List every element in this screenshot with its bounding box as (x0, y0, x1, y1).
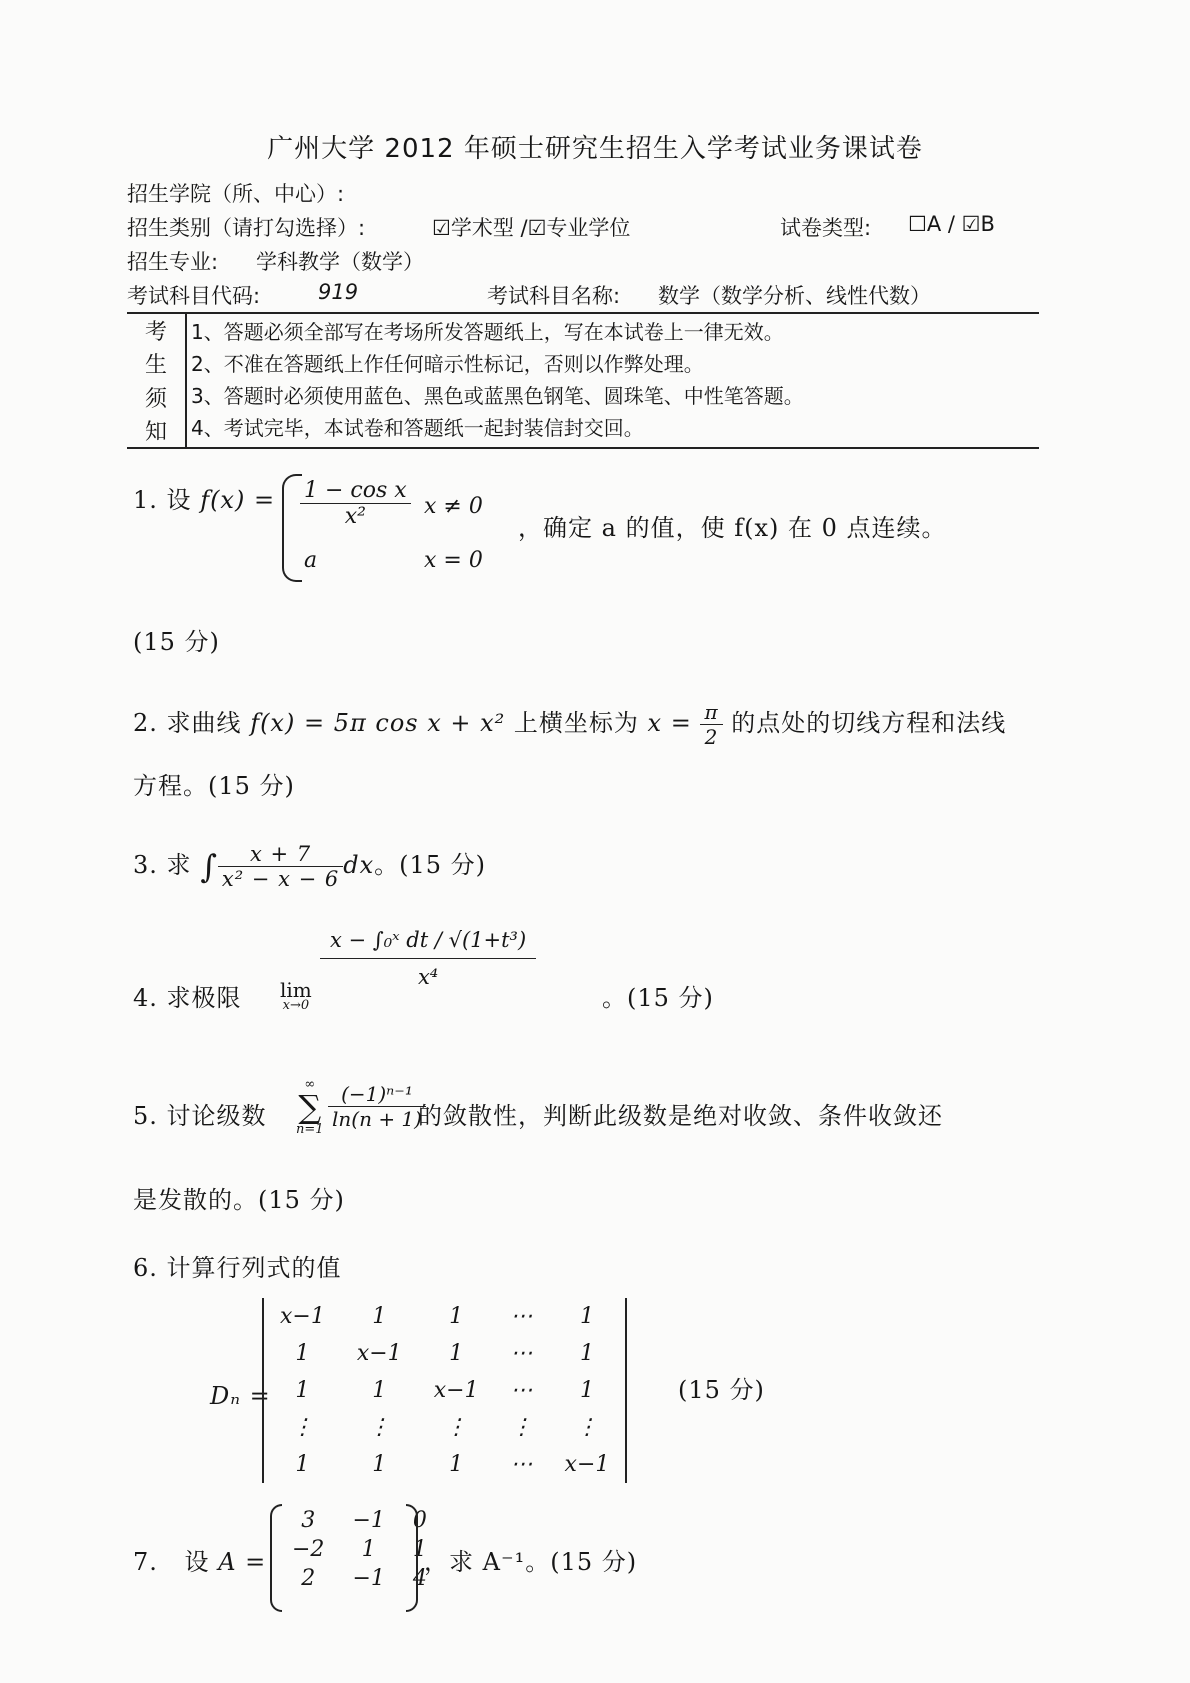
det-cell: 1 (295, 1341, 310, 1366)
q2-formula: f(x) = 5π cos x + x² (250, 709, 506, 737)
notice-item: 2、不准在答题纸上作任何暗示性标记，否则以作弊处理。 (191, 352, 704, 376)
notice-box (127, 312, 1039, 449)
notice-item: 1、答题必须全部写在考场所发答题纸上，写在本试卷上一律无效。 (191, 320, 784, 344)
matrix-cell: −1 (352, 1566, 385, 1591)
q3-integral: ∫ (200, 847, 218, 886)
det-cell: ⋮ (445, 1415, 468, 1440)
matrix-cell: −1 (352, 1508, 385, 1533)
det-row (263, 1446, 626, 1483)
q5-sum-block (296, 1078, 324, 1137)
det-cell: 1 (579, 1378, 594, 1403)
matrix-cell: −2 (292, 1537, 325, 1562)
q2-two: 2 (704, 725, 719, 749)
q3-den: x² − x − 6 (221, 867, 340, 891)
code-label: 考试科目代码: (127, 284, 261, 308)
det-cell: 1 (295, 1452, 310, 1477)
page-title: 广州大学 2012 年硕士研究生招生入学考试业务课试卷 (267, 134, 923, 164)
q5-sum: ∑ (298, 1088, 322, 1126)
det-cell: 1 (372, 1378, 387, 1403)
notice-item: 3、答题时必须使用蓝色、黑色或蓝黑色钢笔、圆珠笔、中性笔答题。 (191, 384, 804, 408)
det-cell: ⋮ (291, 1415, 314, 1440)
q4-lim: lim (280, 978, 312, 1002)
q6-text: 计算行列式的值 (166, 1254, 342, 1282)
notice-label-char: 须 (144, 386, 167, 412)
notice-label (127, 314, 187, 447)
q2-x-eq: x = (647, 709, 692, 737)
q1-case2-cond: x = 0 (424, 548, 483, 573)
det-cell: x−1 (280, 1304, 325, 1329)
q1-brace (282, 474, 302, 582)
q3-number: 3. (133, 851, 158, 879)
matrix-cell: 1 (412, 1537, 427, 1562)
category-label: 招生类别（请打勾选择）: (127, 216, 366, 240)
q2-pi: π (700, 700, 722, 725)
q1-case1-num: 1 − cos x (300, 478, 411, 504)
det-row (263, 1372, 626, 1409)
q2-number: 2. (133, 709, 158, 737)
q5-number: 5. (133, 1102, 158, 1130)
q1-suffix: ，确定 a 的值，使 f(x) 在 0 点连续。 (518, 514, 947, 542)
q6-score: (15 分) (678, 1376, 765, 1404)
q3-prefix: 求 (166, 851, 192, 879)
q1-score: (15 分) (133, 628, 220, 656)
notice-label-char: 生 (144, 353, 167, 379)
det-cell: 1 (449, 1341, 464, 1366)
det-cell: ⋯ (510, 1341, 533, 1366)
q6-determinant (262, 1298, 627, 1483)
det-cell: ⋯ (510, 1378, 533, 1403)
q6-number: 6. (133, 1254, 158, 1282)
q3-num: x + 7 (218, 842, 343, 867)
notice-label-char: 知 (144, 419, 167, 445)
q5-num: (−1)ⁿ⁻¹ (328, 1082, 426, 1107)
question-1 (133, 480, 275, 515)
q2-pi-frac (700, 700, 722, 749)
question-3 (133, 842, 486, 891)
matrix-cell: 2 (301, 1566, 316, 1591)
matrix-cell: 0 (412, 1508, 427, 1533)
question-2 (133, 700, 1006, 749)
det-cell: ⋮ (510, 1415, 533, 1440)
det-cell: x−1 (356, 1341, 402, 1366)
notice-label-char: 考 (144, 320, 167, 346)
q7-number: 7. (133, 1548, 158, 1576)
q2-line2: 方程。(15 分) (133, 772, 295, 800)
q5-sum-top: ∞ (304, 1077, 316, 1092)
q7-suffix: ，求 A⁻¹。(15 分) (424, 1548, 638, 1576)
det-cell: 1 (372, 1452, 387, 1477)
notice-item: 4、考试完毕，本试卷和答题纸一起封装信封交回。 (191, 416, 644, 440)
question-7 (133, 1542, 266, 1577)
q5-frac (328, 1082, 426, 1131)
det-row (263, 1335, 626, 1372)
code-value: 919 (318, 280, 359, 304)
question-5 (133, 1096, 267, 1131)
det-cell: 1 (372, 1304, 387, 1329)
q4-lim-sub: x→0 (282, 998, 310, 1013)
det-cell: 1 (579, 1341, 594, 1366)
college-label: 招生学院（所、中心）: (127, 182, 345, 206)
paper-type-options: ☐A / ☑B (908, 212, 995, 236)
q3-suffix: 。(15 分) (374, 851, 487, 879)
q7-prefix: 设 (184, 1548, 210, 1576)
det-cell: ⋮ (575, 1415, 598, 1440)
notice-items (191, 316, 804, 444)
category-options: ☑学术型 /☑专业学位 (432, 216, 631, 240)
q1-number: 1. (133, 486, 158, 514)
q5-prefix: 讨论级数 (166, 1102, 267, 1130)
q1-case1-frac (300, 478, 411, 529)
q6-dn: Dₙ = (210, 1382, 271, 1410)
det-row (263, 1409, 626, 1446)
matrix-cell: 1 (361, 1537, 376, 1562)
det-cell: 1 (295, 1378, 310, 1403)
det-cell: 1 (449, 1304, 464, 1329)
q5-den: ln(n + 1) (332, 1107, 422, 1131)
matrix-cell: 4 (412, 1566, 427, 1591)
q7-right-paren (406, 1504, 418, 1612)
q2-text-b: 上横坐标为 (513, 709, 639, 737)
major-value: 学科教学（数学） (256, 250, 424, 274)
q4-prefix: 求极限 (166, 984, 242, 1012)
q7-a-eq: A = (218, 1548, 267, 1576)
q2-text-a: 求曲线 (166, 709, 242, 737)
question-4 (133, 978, 242, 1013)
q4-suffix: 。(15 分) (602, 984, 714, 1012)
q4-frac (320, 928, 536, 989)
paper-type-label: 试卷类型: (780, 216, 872, 240)
matrix-cell: 3 (301, 1508, 316, 1533)
question-6 (133, 1248, 342, 1283)
q1-prefix: 设 (166, 486, 192, 514)
q1-case2-val: a (304, 548, 318, 573)
q1-function: f(x) = (200, 486, 276, 514)
q1-case1-den: x² (344, 504, 366, 529)
subject-label: 考试科目名称: (487, 284, 621, 308)
q4-num: x − ∫₀ˣ dt / √(1+t³) (320, 928, 536, 959)
q5-sum-bottom: n=1 (296, 1122, 324, 1137)
q3-dx: dx (343, 851, 375, 879)
q1-case1-cond: x ≠ 0 (424, 494, 483, 519)
subject-value: 数学（数学分析、线性代数） (658, 284, 931, 308)
major-label: 招生专业: (127, 250, 219, 274)
det-cell: 1 (449, 1452, 464, 1477)
det-cell: ⋯ (510, 1452, 533, 1477)
det-row (263, 1298, 626, 1335)
q4-number: 4. (133, 984, 158, 1012)
q3-frac (218, 842, 343, 891)
det-cell: ⋯ (510, 1304, 533, 1329)
q5-line2: 是发散的。(15 分) (133, 1186, 345, 1214)
q2-text-c: 的点处的切线方程和法线 (731, 709, 1007, 737)
q4-lim-block (280, 978, 312, 1013)
det-cell: x−1 (564, 1452, 610, 1477)
det-cell: 1 (579, 1304, 594, 1329)
q5-suffix: 的敛散性，判断此级数是绝对收敛、条件收敛还 (418, 1102, 943, 1130)
q4-den: x⁴ (417, 965, 439, 989)
det-cell: ⋮ (368, 1415, 391, 1440)
det-cell: x−1 (433, 1378, 479, 1403)
